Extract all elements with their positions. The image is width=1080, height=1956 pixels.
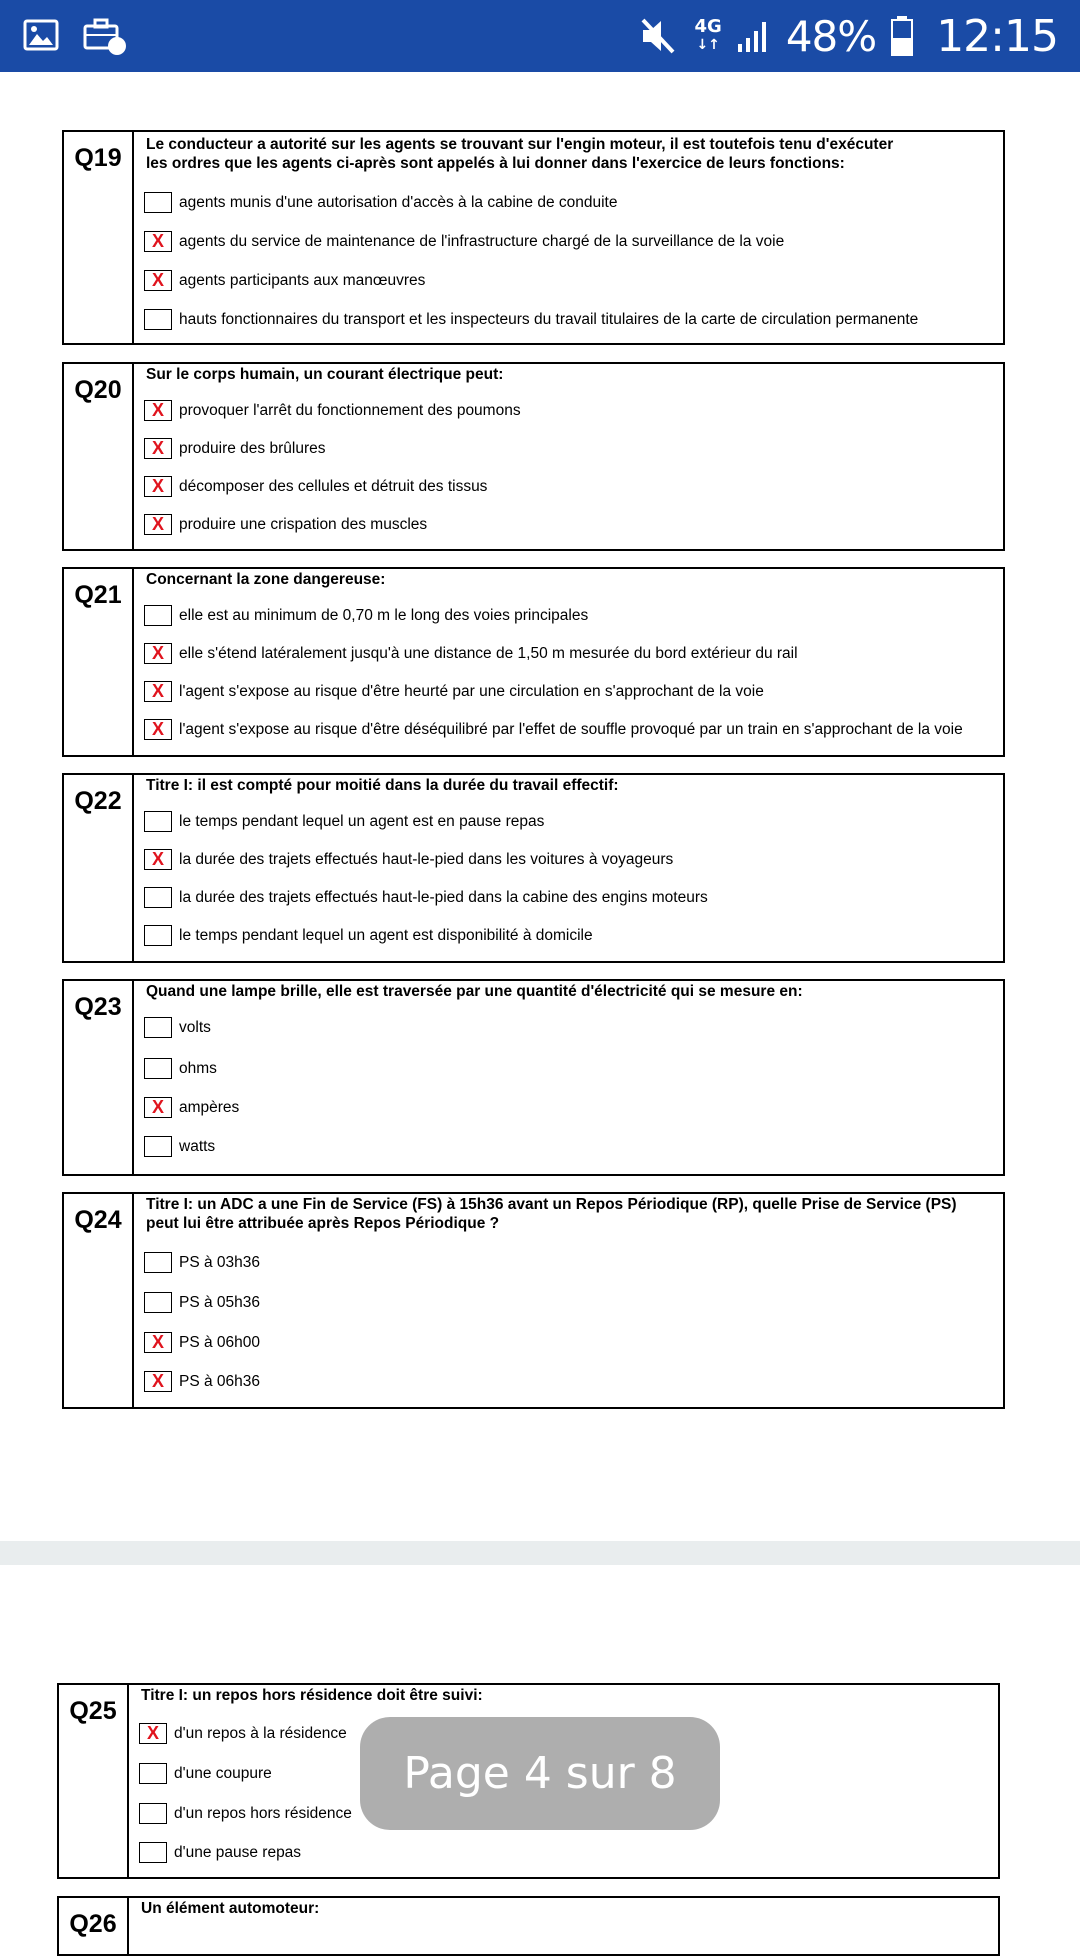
answer-option <box>144 1017 211 1038</box>
answer-option <box>139 1723 347 1744</box>
answer-option <box>144 1058 217 1079</box>
answer-option <box>144 192 618 213</box>
notification-icons <box>22 16 128 56</box>
answer-option <box>144 887 708 908</box>
answer-option <box>144 719 963 740</box>
answer-checkbox <box>144 1058 172 1079</box>
answer-label: watts <box>179 1137 216 1155</box>
answer-checkbox <box>144 887 172 908</box>
answer-option <box>144 1292 260 1313</box>
answer-option <box>144 476 487 497</box>
answer-option <box>139 1842 301 1863</box>
answer-option <box>144 438 325 459</box>
answer-label: agents du service de maintenance de l'infrastructure chargé de la surveillance de la voie <box>179 232 785 250</box>
answer-label: le temps pendant lequel un agent est en pause repas <box>179 812 545 830</box>
answer-label: PS à 03h36 <box>179 1253 261 1271</box>
answer-checkbox: X <box>144 1371 172 1392</box>
answer-label: l'agent s'expose au risque d'être heurté par une circulation en s'approchant de la voie <box>179 682 764 700</box>
answer-checkbox: X <box>144 514 172 535</box>
answer-checkbox: X <box>144 719 172 740</box>
answer-option <box>139 1763 272 1784</box>
question-block <box>57 1896 1000 1956</box>
answer-option <box>144 643 798 664</box>
question-number: Q22 <box>64 775 134 961</box>
answer-checkbox: X <box>144 476 172 497</box>
question-number: Q24 <box>64 1194 134 1407</box>
answer-label: d'un repos à la résidence <box>174 1724 347 1742</box>
mute-icon <box>637 14 681 58</box>
answer-label: PS à 05h36 <box>179 1293 261 1311</box>
answer-checkbox <box>144 1292 172 1313</box>
answer-label: décomposer des cellules et détruit des tissus <box>179 477 488 495</box>
answer-checkbox: X <box>144 1097 172 1118</box>
question-block <box>62 362 1005 551</box>
question-text: Sur le corps humain, un courant électrique peut: <box>146 366 504 383</box>
answer-checkbox <box>139 1763 167 1784</box>
answer-label: agents munis d'une autorisation d'accès à la cabine de conduite <box>179 193 618 211</box>
answer-label: ampères <box>179 1098 240 1116</box>
answer-checkbox: X <box>144 1332 172 1353</box>
battery-icon <box>890 15 914 57</box>
question-text: Titre I: un ADC a une Fin de Service (FS) à 15h36 avant un Repos Périodique (RP), quelle Prise de Service (PS) peut lui être attribuée après Repos Périodique ? <box>146 1196 957 1232</box>
answer-label: PS à 06h36 <box>179 1372 261 1390</box>
question-block <box>62 567 1005 757</box>
answer-label: d'une pause repas <box>174 1843 302 1861</box>
answer-checkbox <box>139 1842 167 1863</box>
answer-label: elle s'étend latéralement jusqu'à une distance de 1,50 m mesurée du bord extérieur du rail <box>179 644 798 662</box>
answer-label: ohms <box>179 1059 217 1077</box>
answer-checkbox <box>144 1017 172 1038</box>
answer-label: elle est au minimum de 0,70 m le long des voies principales <box>179 606 589 624</box>
answer-checkbox <box>144 192 172 213</box>
answer-option <box>144 925 593 946</box>
answer-label: volts <box>179 1018 211 1036</box>
network-type: 4G ↓↑ <box>694 16 722 53</box>
page-indicator: Page 4 sur 8 <box>360 1717 720 1830</box>
question-text: Titre I: il est compté pour moitié dans la durée du travail effectif: <box>146 777 619 794</box>
answer-option <box>144 270 425 291</box>
answer-checkbox <box>144 309 172 330</box>
battery-percent: 48% <box>785 11 877 61</box>
answer-checkbox <box>144 811 172 832</box>
answer-label: d'une coupure <box>174 1764 272 1782</box>
answer-option <box>144 1097 239 1118</box>
question-text: Le conducteur a autorité sur les agents se trouvant sur l'engin moteur, il est toutefois tenu d'exécuter les ordres que les agents ci-après sont appelés à lui donner dans l'exercice de leurs fonctions: <box>146 136 894 172</box>
question-number: Q20 <box>64 364 134 549</box>
answer-label: PS à 06h00 <box>179 1333 261 1351</box>
answer-checkbox: X <box>139 1723 167 1744</box>
answer-label: d'un repos hors résidence <box>174 1804 352 1822</box>
gallery-icon <box>22 16 60 54</box>
question-number: Q19 <box>64 132 134 343</box>
answer-option <box>144 309 918 330</box>
answer-option <box>144 605 588 626</box>
question-number: Q25 <box>59 1685 129 1877</box>
answer-checkbox <box>144 925 172 946</box>
answer-option <box>144 1332 260 1353</box>
answer-checkbox: X <box>144 270 172 291</box>
answer-label: la durée des trajets effectués haut-le-pied dans la cabine des engins moteurs <box>179 888 708 906</box>
answer-label: hauts fonctionnaires du transport et les inspecteurs du travail titulaires de la carte de circulation permanente <box>179 310 919 328</box>
work-profile-icon <box>82 16 128 56</box>
question-block <box>62 1192 1005 1409</box>
signal-icon <box>736 18 772 54</box>
answer-option <box>144 811 544 832</box>
answer-label: la durée des trajets effectués haut-le-pied dans les voitures à voyageurs <box>179 850 674 868</box>
page-separator <box>0 1541 1080 1565</box>
answer-option <box>139 1803 352 1824</box>
answer-checkbox <box>144 605 172 626</box>
answer-checkbox: X <box>144 849 172 870</box>
answer-checkbox: X <box>144 643 172 664</box>
answer-label: le temps pendant lequel un agent est disponibilité à domicile <box>179 926 593 944</box>
answer-option <box>144 1136 215 1157</box>
answer-checkbox: X <box>144 231 172 252</box>
answer-option <box>144 1371 260 1392</box>
question-text: Quand une lampe brille, elle est traversée par une quantité d'électricité qui se mesure en: <box>146 983 803 1000</box>
question-text: Concernant la zone dangereuse: <box>146 571 386 588</box>
answer-option <box>144 1252 260 1273</box>
answer-option <box>144 400 521 421</box>
answer-checkbox <box>144 1252 172 1273</box>
question-text: Titre I: un repos hors résidence doit être suivi: <box>141 1687 483 1704</box>
answer-label: provoquer l'arrêt du fonctionnement des poumons <box>179 401 521 419</box>
answer-label: agents participants aux manœuvres <box>179 271 426 289</box>
answer-label: produire des brûlures <box>179 439 326 457</box>
question-number: Q23 <box>64 981 134 1174</box>
status-bar <box>0 0 1080 72</box>
answer-option <box>144 849 673 870</box>
answer-checkbox: X <box>144 438 172 459</box>
answer-checkbox: X <box>144 400 172 421</box>
answer-checkbox <box>144 1136 172 1157</box>
question-block <box>62 773 1005 963</box>
answer-option <box>144 231 784 252</box>
question-block <box>62 130 1005 345</box>
answer-checkbox: X <box>144 681 172 702</box>
answer-label: produire une crispation des muscles <box>179 515 428 533</box>
question-number: Q21 <box>64 569 134 755</box>
system-icons <box>637 0 1058 72</box>
answer-option <box>144 514 427 535</box>
question-block <box>62 979 1005 1176</box>
answer-checkbox <box>139 1803 167 1824</box>
clock: 12:15 <box>936 10 1058 62</box>
answer-option <box>144 681 764 702</box>
question-text: Un élément automoteur: <box>141 1900 320 1917</box>
question-number: Q26 <box>59 1898 129 1954</box>
answer-label: l'agent s'expose au risque d'être déséquilibré par l'effet de souffle provoqué par un train en s'approchant de la voie <box>179 720 963 738</box>
